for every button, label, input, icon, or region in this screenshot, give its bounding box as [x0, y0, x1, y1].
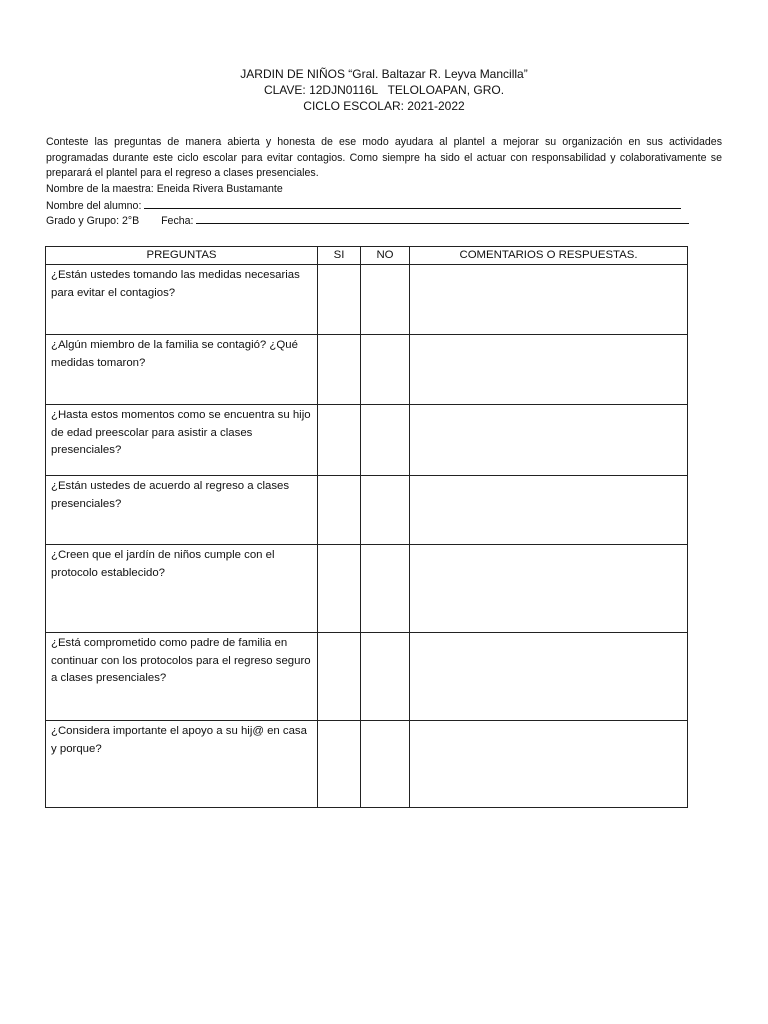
teacher-name-label: Nombre de la maestra: — [46, 183, 154, 195]
survey-table — [45, 246, 688, 808]
header-comentarios: COMENTARIOS O RESPUESTAS. — [410, 247, 688, 265]
instructions-paragraph: Conteste las preguntas de manera abierta y honesta de ese modo ayudara al plantel a mejorar su organización en sus actividades programadas durante este ciclo escolar para evitar contagios. Como siempre ha sido el actuar con responsabilidad y colaborativamente se preparará el plantel para el regreso a clases presenciales. — [46, 136, 722, 179]
si-cell[interactable] — [318, 633, 361, 721]
teacher-name-line — [46, 182, 283, 197]
document-header — [0, 66, 768, 114]
question-cell: ¿Considera importante el apoyo a su hij@ en casa y porque? — [46, 721, 318, 808]
si-cell[interactable] — [318, 405, 361, 476]
si-cell[interactable] — [318, 265, 361, 335]
grade-date-line — [46, 212, 689, 229]
table-row — [46, 721, 688, 808]
no-cell[interactable] — [361, 405, 410, 476]
no-cell[interactable] — [361, 335, 410, 405]
table-row — [46, 405, 688, 476]
question-cell: ¿Algún miembro de la familia se contagió? ¿Qué medidas tomaron? — [46, 335, 318, 405]
table-row — [46, 476, 688, 545]
question-cell: ¿Hasta estos momentos como se encuentra su hijo de edad preescolar para asistir a clases presenciales? — [46, 405, 318, 476]
comment-cell[interactable] — [410, 265, 688, 335]
no-cell[interactable] — [361, 265, 410, 335]
header-no: NO — [361, 247, 410, 265]
table-row — [46, 265, 688, 335]
question-cell: ¿Creen que el jardín de niños cumple con el protocolo establecido? — [46, 545, 318, 633]
question-cell: ¿Están ustedes de acuerdo al regreso a clases presenciales? — [46, 476, 318, 545]
grade-value: 2°B — [121, 215, 140, 227]
comment-cell[interactable] — [410, 545, 688, 633]
comment-cell[interactable] — [410, 721, 688, 808]
si-cell[interactable] — [318, 476, 361, 545]
si-cell[interactable] — [318, 721, 361, 808]
table-row — [46, 545, 688, 633]
date-blank[interactable] — [196, 212, 689, 224]
comment-cell[interactable] — [410, 633, 688, 721]
date-label: Fecha: — [161, 215, 194, 227]
student-name-blank[interactable] — [144, 197, 681, 209]
student-name-label: Nombre del alumno: — [46, 200, 142, 212]
school-name: JARDIN DE NIÑOS “Gral. Baltazar R. Leyva Mancilla” — [240, 67, 528, 81]
table-row — [46, 633, 688, 721]
question-cell: ¿Está comprometido como padre de familia en continuar con los protocolos para el regreso seguro a clases presenciales? — [46, 633, 318, 721]
header-preguntas: PREGUNTAS — [46, 247, 318, 265]
teacher-name-value: Eneida Rivera Bustamante — [156, 183, 283, 195]
school-cycle: CICLO ESCOLAR: 2021-2022 — [303, 99, 465, 113]
question-cell: ¿Están ustedes tomando las medidas necesarias para evitar el contagios? — [46, 265, 318, 335]
si-cell[interactable] — [318, 545, 361, 633]
comment-cell[interactable] — [410, 335, 688, 405]
no-cell[interactable] — [361, 476, 410, 545]
no-cell[interactable] — [361, 721, 410, 808]
header-si: SI — [318, 247, 361, 265]
no-cell[interactable] — [361, 633, 410, 721]
comment-cell[interactable] — [410, 405, 688, 476]
grade-label: Grado y Grupo: — [46, 215, 120, 227]
comment-cell[interactable] — [410, 476, 688, 545]
si-cell[interactable] — [318, 335, 361, 405]
table-header-row — [46, 247, 688, 265]
school-clave: CLAVE: 12DJN0116L TELOLOAPAN, GRO. — [263, 83, 505, 97]
no-cell[interactable] — [361, 545, 410, 633]
table-row — [46, 335, 688, 405]
